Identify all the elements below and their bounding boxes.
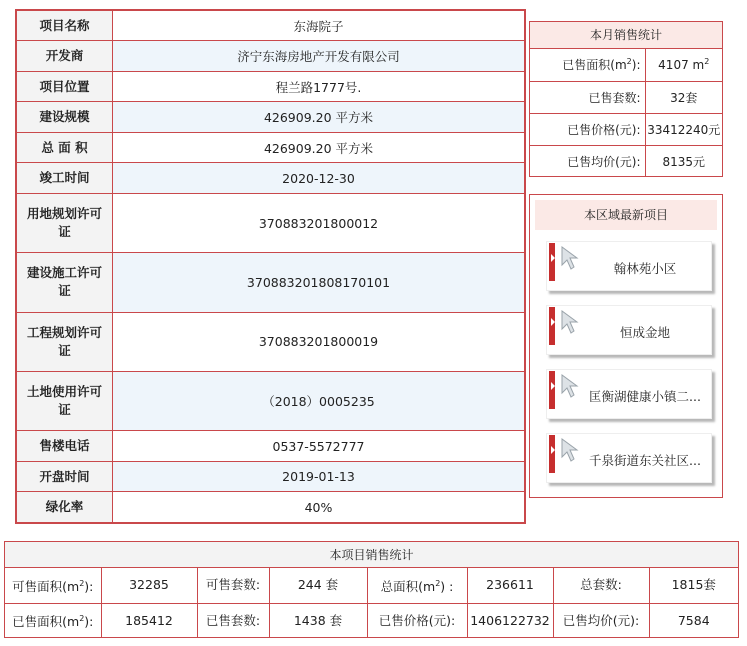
monthly-sales-title: 本月销售统计 [530,22,722,49]
monthly-sold-area-label-end: ): [631,58,641,73]
arrow-right-icon [551,318,555,326]
sold-area-label-text: 已售面积(m [12,614,80,630]
area-project-name[interactable]: 匡衡湖健康小镇二... [589,389,701,404]
monthly-sold-area-label-text: 已售面积(m [562,58,627,73]
project-sold-row [5,603,738,638]
available-area-label-sup: 2 [79,578,85,588]
avg-price-value: 7584 [649,603,738,638]
info-label: 建设规模 [17,102,113,132]
arrow-right-icon [551,382,555,390]
info-value: 2019-01-13 [113,461,525,491]
info-value: （2018）0005235 [113,372,525,431]
info-row [17,431,525,461]
project-available-row [5,568,738,603]
info-row [17,163,525,193]
info-value: 370883201800012 [113,193,525,252]
total-area-value: 236611 [467,568,553,603]
monthly-sold-area-row [530,49,722,81]
info-label: 开发商 [17,41,113,71]
info-label: 工程规划许可证 [17,312,113,371]
project-sales-panel [4,541,739,638]
arrow-right-icon [551,254,555,262]
info-row [17,71,525,101]
red-tab-icon [549,307,555,345]
info-row [17,11,525,41]
total-area-label-sup: 2 [435,578,441,588]
total-count-label: 总套数: [553,568,649,603]
monthly-sold-count-row [530,81,722,113]
info-label: 售楼电话 [17,431,113,461]
area-newest-projects-panel [529,194,723,498]
info-value: 济宁东海房地产开发有限公司 [113,41,525,71]
area-project-name[interactable]: 翰林苑小区 [613,261,677,276]
monthly-sales-panel [529,21,723,177]
total-area-label [367,568,467,603]
project-sales-title: 本项目销售统计 [5,542,738,568]
sold-area-value: 185412 [101,603,197,638]
sold-area-label-end: ): [84,614,94,630]
monthly-sold-price-value: 33412240元 [645,113,722,145]
sold-count-value: 1438 套 [269,603,367,638]
sold-price-value: 1406122732 [467,603,553,638]
monthly-avg-price-label: 已售均价(元): [530,145,645,177]
available-count-label: 可售套数: [197,568,269,603]
monthly-avg-price-row [530,145,722,177]
monthly-sold-area-value-text: 4107 m [658,58,705,73]
area-projects-title: 本区域最新项目 [535,200,717,230]
monthly-sold-count-value: 32套 [645,81,722,113]
sold-price-label: 已售价格(元): [367,603,467,638]
area-project-name[interactable]: 千泉街道东关社区... [589,453,701,468]
area-project-card[interactable] [546,305,716,359]
info-label: 项目名称 [17,11,113,41]
total-area-label-end: ) : [440,578,454,594]
info-row [17,312,525,371]
monthly-sold-area-label-sup: 2 [626,57,632,67]
info-value: 程兰路1777号. [113,71,525,101]
arrow-right-icon [551,446,555,454]
avg-price-label: 已售均价(元): [553,603,649,638]
info-value: 426909.20 平方米 [113,132,525,162]
info-row [17,132,525,162]
info-value: 426909.20 平方米 [113,102,525,132]
available-area-label [5,568,101,603]
total-area-label-text: 总面积(m [380,578,436,594]
available-area-label-end: ): [84,578,94,594]
info-value: 370883201800019 [113,312,525,371]
available-count-value: 244 套 [269,568,367,603]
info-row [17,193,525,252]
project-info-table [15,9,526,524]
info-label: 土地使用许可证 [17,372,113,431]
info-value: 东海院子 [113,11,525,41]
monthly-sold-area-label [530,49,645,81]
info-label: 建设施工许可证 [17,253,113,312]
monthly-sold-price-label: 已售价格(元): [530,113,645,145]
area-project-card[interactable] [546,241,716,295]
info-value: 40% [113,492,525,523]
available-area-label-text: 可售面积(m [12,578,80,594]
monthly-sold-count-label: 已售套数: [530,81,645,113]
monthly-sold-area-value [645,49,722,81]
area-project-card[interactable] [546,433,716,487]
red-tab-icon [549,435,555,473]
info-label: 绿化率 [17,492,113,523]
monthly-sold-price-row [530,113,722,145]
red-tab-icon [549,371,555,409]
area-project-card[interactable] [546,369,716,423]
info-label: 总 面 积 [17,132,113,162]
info-label: 项目位置 [17,71,113,101]
monthly-sold-area-value-sup: 2 [704,57,710,67]
red-tab-icon [549,243,555,281]
info-label: 竣工时间 [17,163,113,193]
monthly-avg-price-value: 8135元 [645,145,722,177]
info-row [17,461,525,491]
info-value: 0537-5572777 [113,431,525,461]
info-label: 开盘时间 [17,461,113,491]
area-project-name[interactable]: 恒成金地 [619,325,670,340]
sold-area-label [5,603,101,638]
info-row [17,102,525,132]
info-label: 用地规划许可证 [17,193,113,252]
info-row [17,41,525,71]
info-value: 2020-12-30 [113,163,525,193]
available-area-value: 32285 [101,568,197,603]
info-row [17,372,525,431]
sold-count-label: 已售套数: [197,603,269,638]
info-row [17,253,525,312]
sold-area-label-sup: 2 [79,614,85,624]
total-count-value: 1815套 [649,568,738,603]
info-row [17,492,525,523]
info-value: 370883201808170101 [113,253,525,312]
